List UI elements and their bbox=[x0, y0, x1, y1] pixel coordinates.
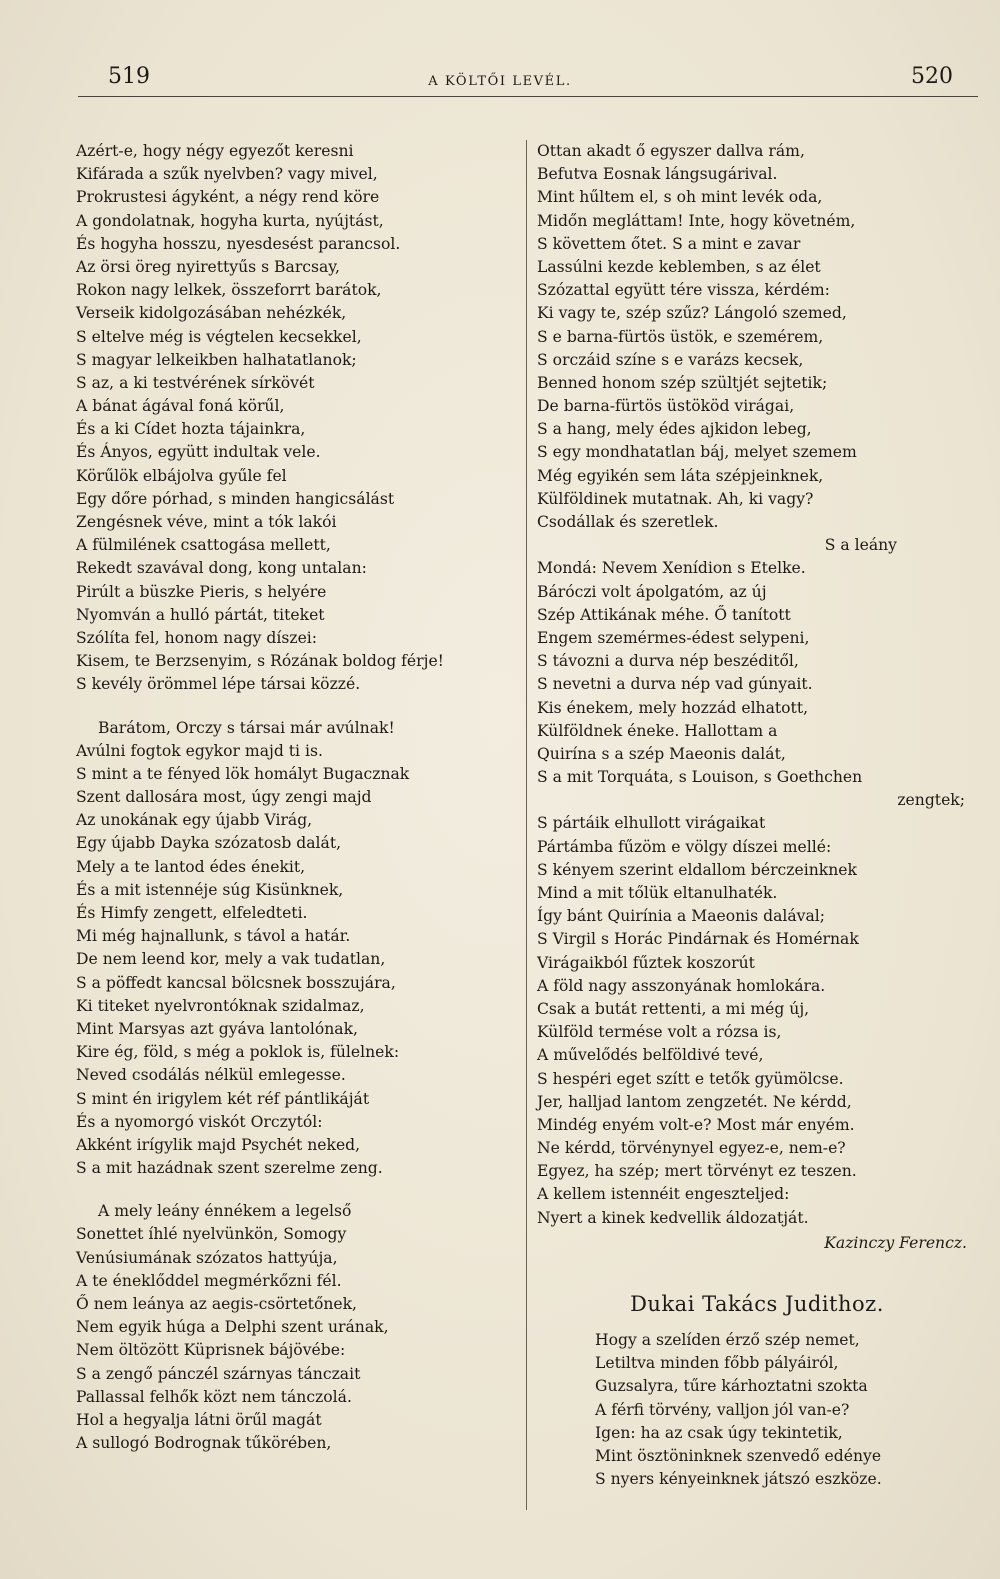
verse-line: Midőn megláttam! Inte, hogy követném, bbox=[537, 211, 856, 230]
page-header bbox=[0, 60, 1000, 100]
verse-line: A mely leány énnékem a legelső bbox=[98, 1202, 352, 1221]
verse-line: Letiltva minden főbb pályáiról, bbox=[595, 1354, 839, 1373]
verse-line: Virágaikból fűztek koszorút bbox=[537, 953, 755, 972]
right-stanza-2 bbox=[537, 557, 977, 789]
verse-line: És a ki Cídet hozta tájainkra, bbox=[76, 420, 306, 439]
verse-line: Hogy a szelíden érző szép nemet, bbox=[595, 1331, 860, 1349]
verse-line: S a pöffedt kancsal bölcsnek bosszujára, bbox=[76, 973, 396, 992]
left-column bbox=[76, 140, 516, 1455]
left-stanza-2 bbox=[76, 717, 516, 1181]
verse-line: S távozni a durva nép beszéditől, bbox=[537, 652, 799, 671]
verse-line: De barna-fürtös üstököd virágai, bbox=[537, 397, 795, 416]
verse-line: És Himfy zengett, elfeledteti. bbox=[76, 904, 308, 922]
verse-line: Engem szemérmes-édest selypeni, bbox=[537, 628, 810, 647]
verse-line: Így bánt Quirínia a Maeonis dalával; bbox=[537, 907, 826, 926]
verse-line: Ki titeket nyelvrontóknak szidalmaz, bbox=[76, 996, 365, 1015]
verse-line: Kire ég, föld, s még a poklok is, fülelnek: bbox=[76, 1043, 400, 1062]
verse-line: Körűlök elbájolva gyűle fel bbox=[76, 466, 287, 485]
verse-line: Kis énekem, mely hozzád elhatott, bbox=[537, 698, 809, 717]
verse-line: A föld nagy asszonyának homlokára. bbox=[537, 976, 826, 995]
verse-line: Az örsi öreg nyirettyűs s Barcsay, bbox=[76, 257, 340, 276]
verse-line: A gondolatnak, hogyha kurta, nyújtást, bbox=[76, 211, 384, 230]
verse-line: S eltelve még is végtelen kecsekkel, bbox=[76, 327, 362, 346]
verse-line: És a nyomorgó viskót Orczytól: bbox=[76, 1112, 323, 1131]
verse-line: Pártámba fűzöm e völgy díszei mellé: bbox=[537, 837, 832, 856]
left-stanza-3 bbox=[76, 1200, 516, 1455]
verse-line: Nyert a kinek kedvellik áldozatját. bbox=[537, 1208, 809, 1227]
verse-line: Jer, halljad lantom zengzetét. Ne kérdd, bbox=[537, 1092, 852, 1111]
verse-line: S a hang, mely édes ajkidon lebeg, bbox=[537, 420, 812, 439]
verse-line: Neved csodálás nélkül emlegesse. bbox=[76, 1066, 346, 1085]
verse-line: Azért-e, hogy négy egyezőt keresni bbox=[76, 142, 354, 160]
verse-line: Quirína s a szép Maeonis dalát, bbox=[537, 744, 786, 763]
verse-line: A férfi törvény, valljon jól van-e? bbox=[595, 1400, 850, 1419]
verse-line: S mint a te fényed lök homályt Bugacznak bbox=[76, 764, 410, 783]
verse-line: S a mit hazádnak szent szerelme zeng. bbox=[76, 1159, 383, 1178]
verse-line: S kevély örömmel lépe társai közzé. bbox=[76, 675, 361, 694]
verse-line: Csak a butát rettenti, a mi még új, bbox=[537, 999, 810, 1018]
verse-line: S nevetni a durva nép vad gúnyait. bbox=[537, 675, 813, 694]
verse-line: Az unokának egy újabb Virág, bbox=[76, 811, 313, 830]
verse-line: Rokon nagy lelkek, összeforrt barátok, bbox=[76, 281, 382, 300]
verse-line: Guzsalyra, tűre kárhoztatni szokta bbox=[595, 1377, 868, 1396]
verse-line: Szent dallosára most, úgy zengi majd bbox=[76, 788, 372, 807]
verse-line: Pirúlt a büszke Pieris, s helyére bbox=[76, 582, 327, 601]
verse-line: Venúsiumának szózatos hattyúja, bbox=[76, 1248, 338, 1267]
verse-line: Szózattal együtt tére vissza, kérdém: bbox=[537, 281, 830, 300]
verse-line: S magyar lelkeikben halhatatlanok; bbox=[76, 350, 357, 369]
verse-line: Kifárada a szűk nyelvben? vagy mivel, bbox=[76, 165, 378, 184]
verse-line: A fülmilének csattogása mellett, bbox=[76, 536, 331, 555]
page-number-left: 519 bbox=[108, 64, 150, 89]
page-number-right: 520 bbox=[911, 64, 953, 89]
verse-line: Nem egyik húga a Delphi szent urának, bbox=[76, 1318, 389, 1337]
verse-line: Mely a te lantod édes énekit, bbox=[76, 857, 306, 876]
verse-line: Hol a hegyalja látni örűl magát bbox=[76, 1410, 322, 1429]
verse-line: A művelődés belföldivé tevé, bbox=[537, 1046, 764, 1065]
verse-line: Avúlni fogtok egykor majd ti is. bbox=[76, 741, 323, 760]
verse-line: S Virgil s Horác Pindárnak és Homérnak bbox=[537, 930, 859, 949]
running-title: A KÖLTŐI LEVÉL. bbox=[428, 74, 572, 89]
right-stanza-1 bbox=[537, 140, 977, 534]
verse-line: Befutva Eosnak lángsugárival. bbox=[537, 165, 778, 184]
speaker-label: S a leány bbox=[824, 536, 897, 555]
verse-line: S a zengő pánczél szárnyas tánczait bbox=[76, 1364, 361, 1383]
verse-line: Nyomván a hulló pártát, titeket bbox=[76, 605, 325, 624]
verse-line: Ne kérdd, törvénynyel egyez-e, nem-e? bbox=[537, 1139, 846, 1158]
verse-line: Külföld termése volt a rózsa is, bbox=[537, 1023, 782, 1042]
verse-line: Pallassal felhők közt nem tánczolá. bbox=[76, 1387, 352, 1406]
verse-line: S nyers kényeinknek játszó eszköze. bbox=[595, 1470, 882, 1489]
verse-line: S kényem szerint eldallom bérczeinknek bbox=[537, 860, 857, 879]
poem-body bbox=[537, 1329, 977, 1491]
verse-line: Benned honom szép szültjét sejtetik; bbox=[537, 373, 828, 392]
verse-line: Mint hűltem el, s oh mint levék oda, bbox=[537, 188, 823, 207]
verse-line: És Ányos, együtt indultak vele. bbox=[76, 443, 321, 462]
verse-line: Barátom, Orczy s társai már avúlnak! bbox=[98, 718, 395, 737]
verse-line: Csodállak és szeretlek. bbox=[537, 513, 719, 531]
verse-line: A sullogó Bodrognak tűkörében, bbox=[76, 1434, 332, 1453]
verse-line: Lassúlni kezde keblemben, s az élet bbox=[537, 257, 821, 276]
verse-line: S orczáid színe s e varázs kecsek, bbox=[537, 350, 804, 369]
verse-line: A te éneklőddel megmérkőzni fél. bbox=[76, 1271, 342, 1290]
signature: Kazinczy Ferencz. bbox=[824, 1233, 967, 1252]
verse-line: A kellem istennéit engeszteljed: bbox=[537, 1185, 790, 1204]
verse-line: A bánat ágával foná körűl, bbox=[76, 397, 285, 416]
header-rule bbox=[78, 96, 978, 97]
verse-line: Nem öltözött Küprisnek bájövébe: bbox=[76, 1341, 346, 1360]
verse-line: Kisem, te Berzsenyim, s Rózának boldog férje! bbox=[76, 652, 444, 671]
verse-line: S a mit Torquáta, s Louison, s Goethchen bbox=[537, 768, 863, 787]
verse-line: Még egyikén sem láta szépjeinknek, bbox=[537, 466, 824, 485]
verse-line: Ő nem leánya az aegis-csörtetőnek, bbox=[76, 1295, 358, 1313]
verse-line: De nem leend kor, mely a vak tudatlan, bbox=[76, 950, 386, 969]
poem-title: Dukai Takács Judithoz. bbox=[630, 1292, 884, 1316]
continued-line: zengtek; bbox=[897, 791, 965, 810]
verse-line: Ottan akadt ő egyszer dallva rám, bbox=[537, 142, 805, 160]
verse-line: Mind a mit tőlük eltanulhaték. bbox=[537, 884, 778, 902]
verse-line: S pártáik elhullott virágaikat bbox=[537, 814, 766, 833]
verse-line: Rekedt szavával dong, kong untalan: bbox=[76, 559, 367, 578]
verse-line: S e barna-fürtös üstök, e szemérem, bbox=[537, 327, 824, 346]
stanza-gap bbox=[76, 1180, 516, 1200]
verse-line: Verseik kidolgozásában nehézkék, bbox=[76, 304, 347, 323]
verse-line: S hespéri eget szítt e tetők gyümölcse. bbox=[537, 1069, 844, 1088]
left-stanza-1 bbox=[76, 140, 516, 697]
right-column bbox=[537, 140, 977, 1491]
stanza-gap bbox=[76, 697, 516, 717]
verse-line: Szép Attikának méhe. Ő tanított bbox=[537, 605, 791, 624]
verse-line: Báróczi volt ápolgatóm, az új bbox=[537, 582, 767, 601]
verse-line: Egyez, ha szép; mert törvényt ez teszen. bbox=[537, 1162, 857, 1181]
verse-line: Mint Marsyas azt gyáva lantolónak, bbox=[76, 1019, 358, 1038]
verse-line: Prokrustesi ágyként, a négy rend köre bbox=[76, 188, 380, 207]
verse-line: Egy dőre pórhad, s minden hangicsálást bbox=[76, 489, 395, 508]
verse-line: S egy mondhatatlan báj, melyet szemem bbox=[537, 443, 857, 462]
verse-line: Mint ösztöninknek szenvedő edénye bbox=[595, 1446, 882, 1465]
verse-line: Külföldinek mutatnak. Ah, ki vagy? bbox=[537, 489, 814, 508]
verse-line: Mi még hajnallunk, s távol a határ. bbox=[76, 927, 351, 946]
verse-line: Ki vagy te, szép szűz? Lángoló szemed, bbox=[537, 304, 847, 323]
verse-line: Sonettet íhlé nyelvünkön, Somogy bbox=[76, 1225, 347, 1244]
verse-line: És a mit istennéje súg Kisünknek, bbox=[76, 880, 344, 899]
column-divider bbox=[526, 140, 527, 1510]
verse-line: Egy újabb Dayka szózatosb dalát, bbox=[76, 834, 342, 853]
verse-line: S mint én irigylem két réf pántlikáját bbox=[76, 1089, 370, 1108]
verse-line: Igen: ha az csak úgy tekintetik, bbox=[595, 1423, 843, 1442]
verse-line: S követtem őtet. S a mint e zavar bbox=[537, 234, 801, 253]
verse-line: Mondá: Nevem Xenídion s Etelke. bbox=[537, 559, 806, 578]
right-stanza-3 bbox=[537, 812, 977, 1229]
verse-line: Szólíta fel, honom nagy díszei: bbox=[76, 628, 318, 647]
verse-line: Akként irígylik majd Psychét neked, bbox=[76, 1135, 361, 1154]
verse-line: És hogyha hosszu, nyesdesést parancsol. bbox=[76, 234, 401, 253]
verse-line: Mindég enyém volt-e? Most már enyém. bbox=[537, 1115, 855, 1134]
verse-line: S az, a ki testvérének sírkövét bbox=[76, 373, 315, 392]
verse-line: Zengésnek véve, mint a tók lakói bbox=[76, 513, 337, 531]
verse-line: Külföldnek éneke. Hallottam a bbox=[537, 721, 778, 740]
